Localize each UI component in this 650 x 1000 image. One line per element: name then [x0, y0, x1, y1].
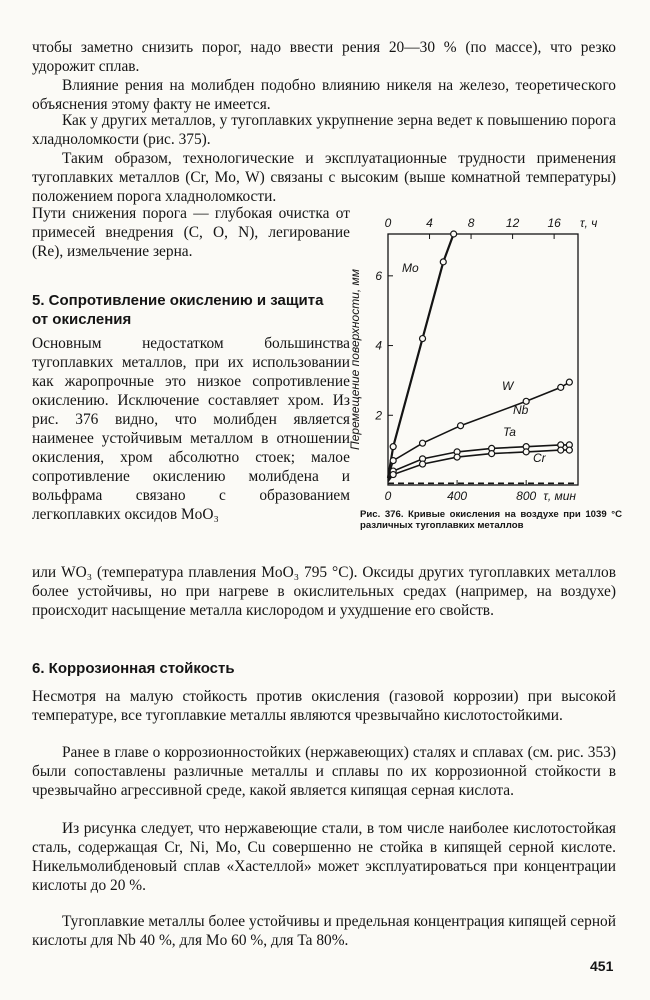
y-tick-label: 2	[375, 408, 382, 423]
data-point-w	[458, 423, 464, 429]
data-point-w	[566, 379, 572, 385]
y-axis-label: Перемещение поверхности, мм	[348, 269, 362, 450]
data-point-w	[420, 440, 426, 446]
x2-tick-label: 12	[505, 216, 520, 230]
x-tick-label: 0	[384, 489, 392, 503]
data-point-w	[390, 458, 396, 464]
paragraph-10: Тугоплавкие металлы более устойчивы и предельная концентрация кипящей серной кислоты для Nb 40 %, для Mo 60 %, для Ta 80%.	[32, 913, 616, 949]
data-point-ta	[558, 447, 564, 453]
series-label-ta: Ta	[503, 425, 516, 439]
x2-axis-label: τ, ч	[580, 216, 598, 230]
x-axis-label: τ, мин	[543, 489, 576, 503]
paragraph-2: Влияние рения на молибден подобно влиянию никеля на железо, теоретического объяснения этому факту не имеется.	[32, 77, 616, 113]
paragraph-6: Основным недостатком большинства тугоплавких металлов, при их использовании как жаропрочные это низкое сопротивление окислению. Исключение составляет хром. Из рис. 376 видно, что молибден является наименее устойчивым металлом в отношении окисления, хром абсолютно стоек; малое сопротивление окислению молибдена и вольфрама связано с образованием легкоплавких оксидов MoO₃	[32, 335, 350, 523]
oxidation-chart-svg	[348, 212, 638, 512]
y-tick-label: 6	[375, 268, 382, 283]
data-point-ta	[390, 472, 396, 478]
x2-tick-label: 8	[467, 216, 475, 230]
oxidation-chart	[348, 212, 638, 552]
series-label-w: W	[502, 379, 514, 393]
data-point-ta	[566, 447, 572, 453]
paragraph-7: Несмотря на малую стойкость против окисления (газовой коррозии) при высокой температуре, все тугоплавкие металлы являются чрезвычайно кислотостойкими.	[32, 688, 616, 724]
x-tick-label: 400	[447, 489, 468, 503]
section-heading-6: 6. Коррозионная стойкость	[32, 660, 235, 677]
data-point-w	[558, 384, 564, 390]
series-label-nb: Nb	[513, 403, 529, 417]
x2-tick-label: 16	[547, 216, 561, 230]
paragraph-5: Пути снижения порога — глубокая очистка от примесей внедрения (С, О, N), легирование (Re), измельчение зерна.	[32, 205, 350, 260]
paragraph-4: Таким образом, технологические и эксплуатационные трудности применения тугоплавких металлов (Cr, Mo, W) связаны с высоким (выше комнатной температуры) положением порога хладноломкости.	[32, 150, 616, 205]
paragraph-9: Из рисунка следует, что нержавеющие стали, в том числе наиболее кислотостойкая сталь, содержащая Cr, Ni, Mo, Cu совершенно не стойка в кипящей серной кислоте. Никельмолибденовый сплав «Хастеллой» может эксплуатироваться при концентрации кислоты до 20 %.	[32, 820, 616, 894]
y-tick-label: 4	[375, 338, 382, 353]
paragraph-8: Ранее в главе о коррозионностойких (нержавеющих) сталях и сплавах (см. рис. 353) были сопоставлены различные металлы и сплавы по их коррозионной стойкости в чрезвычайно агрессивной среде, какой является кипящая серная кислота.	[32, 744, 616, 799]
figure-caption: Рис. 376. Кривые окисления на воздухе при 1039 °С различных тугоплавких металлов	[360, 509, 622, 531]
series-label-cr: Cr	[533, 451, 546, 465]
data-point-mo	[420, 336, 426, 342]
series-label-mo: Mo	[402, 261, 419, 275]
x2-tick-label: 4	[426, 216, 433, 230]
paragraph-3: Как у других металлов, у тугоплавких укрупнение зерна ведет к повышению порога хладноломкости (рис. 375).	[32, 112, 616, 148]
data-point-ta	[523, 449, 529, 455]
section-heading-5: 5. Сопротивление окислению и защита от окисления	[32, 292, 324, 328]
data-point-mo	[451, 231, 457, 237]
paragraph-6-continued: или WO₃ (температура плавления MoO₃ 795 °С). Оксиды других тугоплавких металлов более устойчивы, но при нагреве в окислительных средах (например, на воздухе) происходит насыщение металла кислородом и ухудшение его свойств.	[32, 564, 616, 619]
paragraph-1: чтобы заметно снизить порог, надо ввести рения 20—30 % (по массе), что резко удорожит сплав.	[32, 39, 616, 75]
data-point-mo	[390, 444, 396, 450]
data-point-ta	[454, 454, 460, 460]
x2-tick-label: 0	[384, 216, 392, 230]
data-point-ta	[420, 461, 426, 467]
page-number: 451	[590, 958, 614, 974]
data-point-ta	[489, 451, 495, 457]
x-tick-label: 800	[516, 489, 537, 503]
data-point-mo	[440, 259, 446, 265]
